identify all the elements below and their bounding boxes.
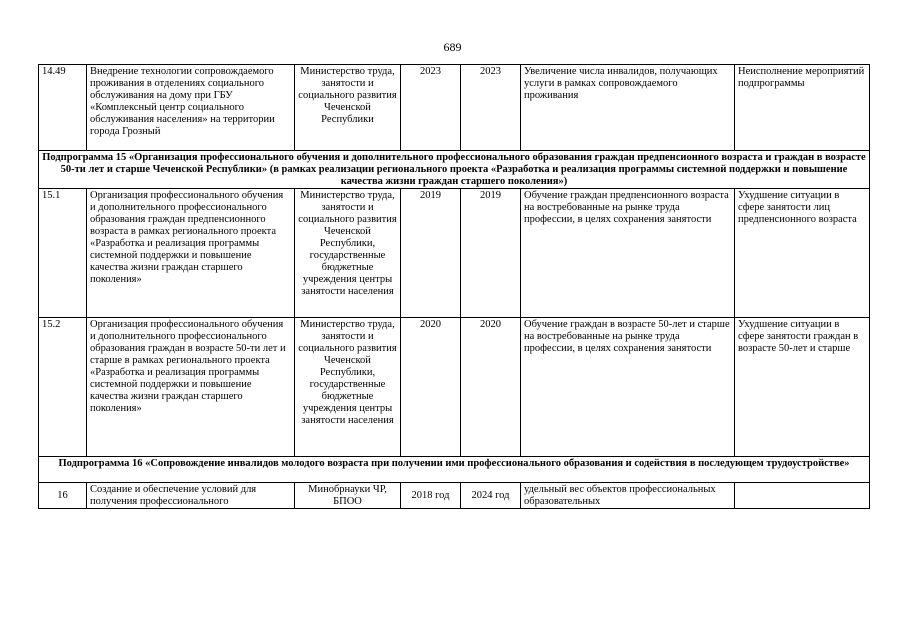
start-year-cell: 2019 [401,189,461,318]
row-number-cell: 15.1 [39,189,87,318]
start-year-cell: 2023 [401,65,461,151]
expected-result-cell: Обучение граждан в возрасте 50-лет и старше на востребованные на рынке труда профессии, в целях сохранения занятости [521,318,735,457]
start-year-cell: 2020 [401,318,461,457]
consequence-cell: Ухудшение ситуации в сфере занятости лиц предпенсионного возраста [735,189,870,318]
table-row [39,65,870,151]
measure-name-cell: Организация профессионального обучения и дополнительного профессионального образования граждан в возрасте 50-ти лет и старше в рамках регионального проекта «Разработка и реализация программы системной поддержки и повышение качества жизни граждан старшего поколения» [87,318,295,457]
start-year-cell: 2018 год [401,483,461,509]
measures-table [38,64,870,509]
subprogram-header-row [39,457,870,483]
subprogram-header-row [39,151,870,189]
executor-cell: Министерство труда, занятости и социального развития Чеченской Республики [295,65,401,151]
expected-result-cell: Обучение граждан предпенсионного возраста на востребованные на рынке труда профессии, в целях сохранения занятости [521,189,735,318]
row-number-cell: 15.2 [39,318,87,457]
end-year-cell: 2019 [461,189,521,318]
table-row [39,318,870,457]
subprogram-16-heading: Подпрограмма 16 «Сопровождение инвалидов молодого возраста при получении ими профессионального образования и содействия в последующем трудоустройстве» [39,457,870,483]
consequence-cell: Неисполнение мероприятий подпрограммы [735,65,870,151]
end-year-cell: 2023 [461,65,521,151]
table-row [39,483,870,509]
executor-cell: Минобрнауки ЧР, БПОО [295,483,401,509]
executor-cell: Министерство труда, занятости и социального развития Чеченской Республики, государственные бюджетные учреждения центры занятости населения [295,318,401,457]
table-row [39,189,870,318]
expected-result-cell: Увеличение числа инвалидов, получающих услуги в рамках сопровождаемого проживания [521,65,735,151]
page-number: 689 [443,40,462,54]
row-number-cell: 14.49 [39,65,87,151]
measure-name-cell: Организация профессионального обучения и дополнительного профессионального образования граждан предпенсионного возраста в рамках регионального проекта «Разработка и реализация программы системной поддержки и повышение качества жизни граждан старшего поколения» [87,189,295,318]
measure-name-cell: Создание и обеспечение условий для получения профессионального [87,483,295,509]
end-year-cell: 2020 [461,318,521,457]
consequence-cell: Ухудшение ситуации в сфере занятости граждан в возрасте 50-лет и старше [735,318,870,457]
subprogram-15-heading: Подпрограмма 15 «Организация профессионального обучения и дополнительного профессионального образования граждан предпенсионного возраста и граждан в возрасте 50-ти лет и старше Чеченской Республики» (в рамках реализации регионального проекта «Разработка и реализация программы системной поддержки и повышение качества жизни граждан старшего поколения») [39,151,870,189]
executor-cell: Министерство труда, занятости и социального развития Чеченской Республики, государственные бюджетные учреждения центры занятости населения [295,189,401,318]
consequence-cell [735,483,870,509]
measure-name-cell: Внедрение технологии сопровождаемого проживания в отделениях социального обслуживания на дому при ГБУ «Комплексный центр социального обслуживания населения» на территории города Грозный [87,65,295,151]
end-year-cell: 2024 год [461,483,521,509]
row-number-cell: 16 [39,483,87,509]
expected-result-cell: удельный вес объектов профессиональных образовательных [521,483,735,509]
